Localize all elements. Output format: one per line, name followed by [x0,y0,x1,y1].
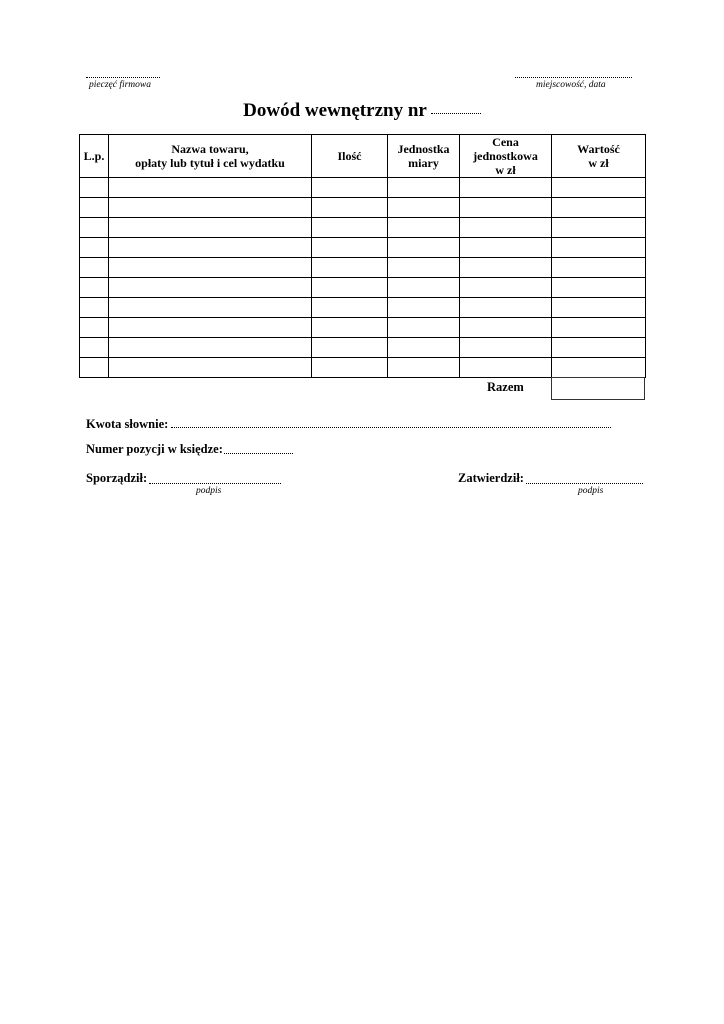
cell-unit-price[interactable] [460,258,552,278]
column-header-unit-price: Cena jednostkowa w zł [460,135,552,178]
cell-quantity[interactable] [312,318,388,338]
place-date-line [515,77,632,78]
cell-lp[interactable] [80,278,109,298]
cell-value[interactable] [552,258,646,278]
total-label: Razem [487,380,524,394]
cell-unit[interactable] [388,358,460,378]
amount-in-words-field[interactable] [171,427,611,428]
items-table [79,134,646,378]
cell-item-name[interactable] [109,238,312,258]
cell-unit-price[interactable] [460,358,552,378]
cell-quantity[interactable] [312,178,388,198]
cell-unit-price[interactable] [460,298,552,318]
prepared-by-signature-caption: podpis [196,486,222,496]
cell-lp[interactable] [80,178,109,198]
cell-lp[interactable] [80,218,109,238]
ledger-position-field[interactable] [224,453,293,454]
cell-item-name[interactable] [109,218,312,238]
table-row [80,318,646,338]
table-row [80,238,646,258]
cell-unit-price[interactable] [460,278,552,298]
amount-in-words-label: Kwota słownie: [86,417,169,431]
cell-item-name[interactable] [109,338,312,358]
cell-unit-price[interactable] [460,238,552,258]
cell-unit[interactable] [388,238,460,258]
cell-item-name[interactable] [109,198,312,218]
cell-unit-price[interactable] [460,338,552,358]
cell-item-name[interactable] [109,358,312,378]
table-row [80,338,646,358]
cell-quantity[interactable] [312,338,388,358]
table-row [80,298,646,318]
table-row [80,258,646,278]
prepared-by-label: Sporządził: [86,471,148,485]
cell-unit-price[interactable] [460,178,552,198]
cell-unit[interactable] [388,318,460,338]
company-stamp-line [86,77,160,78]
cell-quantity[interactable] [312,358,388,378]
column-header-value: Wartość w zł [552,135,646,178]
cell-value[interactable] [552,338,646,358]
approved-by-label: Zatwierdził: [458,471,524,485]
cell-item-name[interactable] [109,258,312,278]
cell-quantity[interactable] [312,238,388,258]
column-header-unit: Jednostka miary [388,135,460,178]
table-header-row [80,135,646,178]
cell-unit[interactable] [388,258,460,278]
cell-value[interactable] [552,358,646,378]
cell-lp[interactable] [80,318,109,338]
cell-quantity[interactable] [312,278,388,298]
cell-lp[interactable] [80,258,109,278]
cell-item-name[interactable] [109,318,312,338]
cell-value[interactable] [552,178,646,198]
table-body [80,178,646,378]
table-row [80,358,646,378]
cell-quantity[interactable] [312,198,388,218]
cell-unit[interactable] [388,278,460,298]
cell-unit-price[interactable] [460,218,552,238]
cell-value[interactable] [552,318,646,338]
cell-quantity[interactable] [312,298,388,318]
cell-value[interactable] [552,218,646,238]
cell-lp[interactable] [80,198,109,218]
company-stamp-caption: pieczęć firmowa [89,80,152,90]
cell-lp[interactable] [80,338,109,358]
table-row [80,178,646,198]
column-header-item-name: Nazwa towaru, opłaty lub tytuł i cel wydatku [109,135,312,178]
prepared-by-signature-field[interactable] [149,483,281,484]
cell-value[interactable] [552,198,646,218]
cell-quantity[interactable] [312,218,388,238]
table-row [80,198,646,218]
column-header-lp: L.p. [80,135,109,178]
cell-unit[interactable] [388,338,460,358]
cell-item-name[interactable] [109,278,312,298]
cell-value[interactable] [552,238,646,258]
cell-item-name[interactable] [109,178,312,198]
cell-unit[interactable] [388,298,460,318]
cell-value[interactable] [552,278,646,298]
cell-unit-price[interactable] [460,198,552,218]
place-date-caption: miejscowość, data [536,80,606,90]
cell-value[interactable] [552,298,646,318]
table-row [80,278,646,298]
cell-item-name[interactable] [109,298,312,318]
cell-unit-price[interactable] [460,318,552,338]
document-title-text: Dowód wewnętrzny nr [243,100,427,121]
cell-lp[interactable] [80,358,109,378]
cell-unit[interactable] [388,198,460,218]
cell-lp[interactable] [80,298,109,318]
cell-unit[interactable] [388,178,460,198]
ledger-position-label: Numer pozycji w księdze: [86,442,223,456]
column-header-quantity: Ilość [312,135,388,178]
cell-unit[interactable] [388,218,460,238]
table-row [80,218,646,238]
approved-by-signature-field[interactable] [526,483,643,484]
cell-quantity[interactable] [312,258,388,278]
document-number-line [431,113,481,114]
approved-by-signature-caption: podpis [578,486,604,496]
document-title [0,100,724,122]
total-value-field[interactable] [551,377,645,400]
cell-lp[interactable] [80,238,109,258]
